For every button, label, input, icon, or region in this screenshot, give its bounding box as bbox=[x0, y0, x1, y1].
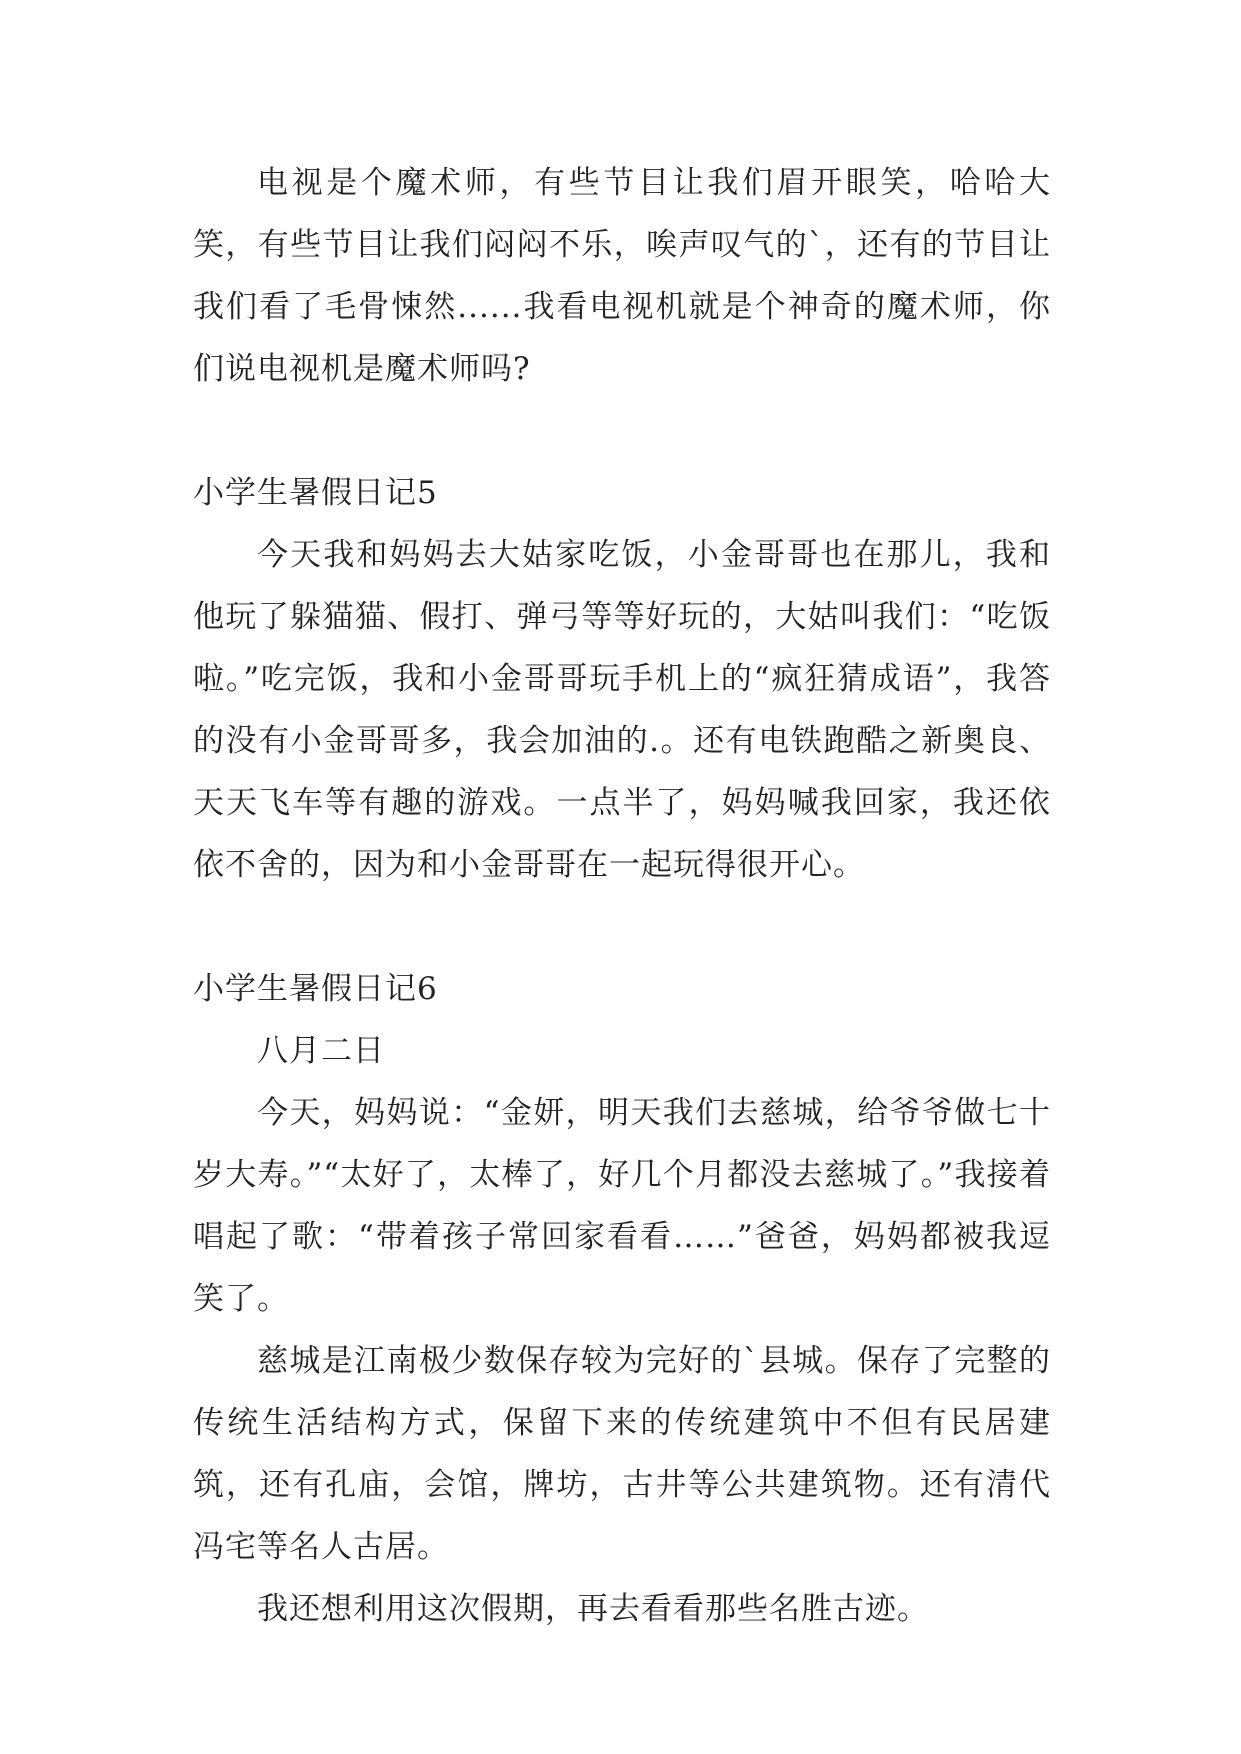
section-spacer bbox=[193, 400, 1051, 462]
paragraph-diary-6-cicheng: 慈城是江南极少数保存较为完好的`县城。保存了完整的传统生活结构方式，保留下来的传统建筑中不但有民居建筑，还有孔庙，会馆，牌坊，古井等公共建筑物。还有清代冯宅等名人古居。 bbox=[193, 1343, 1051, 1565]
diary-6-date: 八月二日 bbox=[257, 1033, 385, 1069]
heading-diary-5: 小学生暑假日记5 bbox=[193, 475, 438, 511]
section-spacer bbox=[193, 896, 1051, 958]
heading-diary-6: 小学生暑假日记6 bbox=[193, 971, 438, 1007]
paragraph-diary-5: 今天我和妈妈去大姑家吃饭，小金哥哥也在那儿，我和他玩了躲猫猫、假打、弹弓等等好玩的，大姑叫我们：“吃饭啦。”吃完饭，我和小金哥哥玩手机上的“疯狂猜成语”，我答的没有小金哥哥多，我会加油的.。还有电铁跑酷之新奥良、天天飞车等有趣的游戏。一点半了，妈妈喊我回家，我还依依不舍的，因为和小金哥哥在一起玩得很开心。 bbox=[193, 537, 1051, 883]
paragraph-diary-6-plan: 我还想利用这次假期，再去看看那些名胜古迹。 bbox=[257, 1591, 929, 1627]
paragraph-diary-6-birthday: 今天，妈妈说：“金妍，明天我们去慈城，给爷爷做七十岁大寿。”“太好了，太棒了，好几个月都没去慈城了。”我接着唱起了歌：“带着孩子常回家看看……”爸爸，妈妈都被我逗笑了。 bbox=[193, 1095, 1051, 1317]
document-body bbox=[193, 152, 1051, 1640]
paragraph-tv-magician: 电视是个魔术师，有些节目让我们眉开眼笑，哈哈大笑，有些节目让我们闷闷不乐，唉声叹气的`，还有的节目让我们看了毛骨悚然......我看电视机就是个神奇的魔术师，你们说电视机是魔术师吗? bbox=[193, 165, 1051, 387]
